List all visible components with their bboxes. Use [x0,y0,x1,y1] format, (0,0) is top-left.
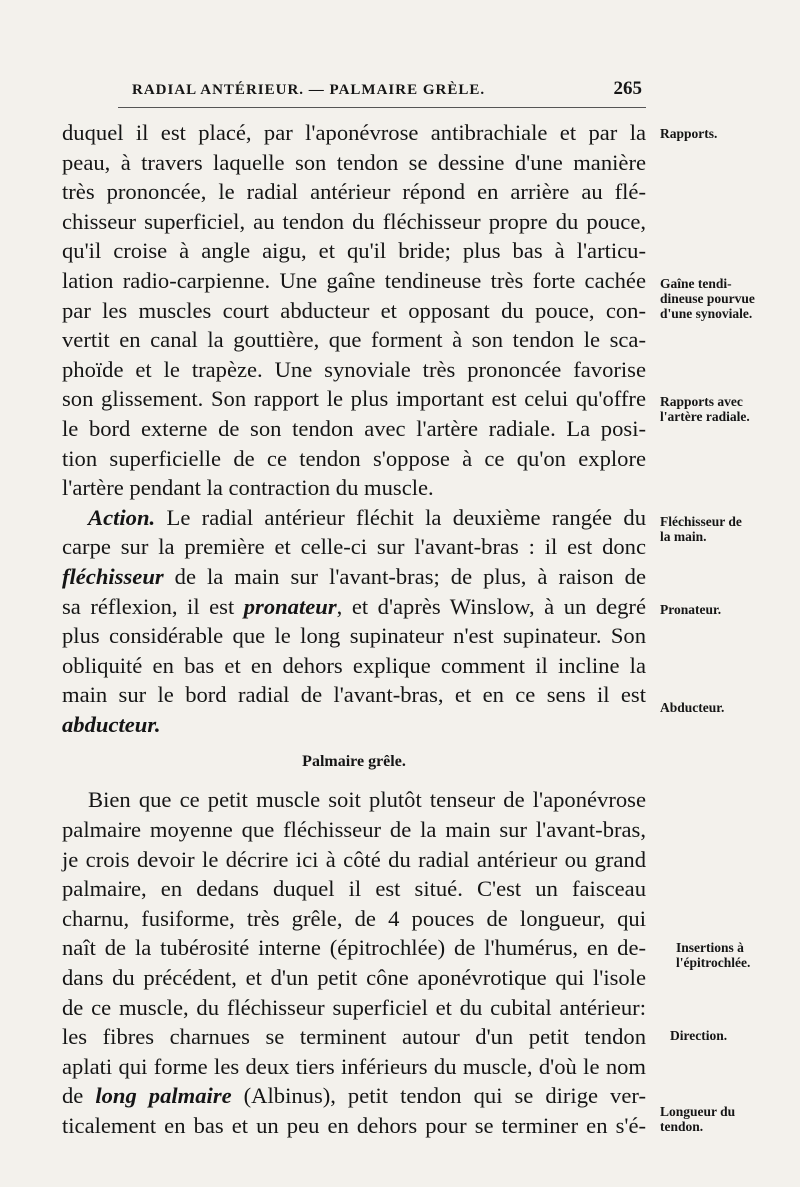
text-line: peau, à travers laquelle son tendon se dessine d'une manière [62,149,646,175]
text-line: les fibres charnues se terminent autour d'un petit tendon [62,1024,646,1050]
action-text: Le radial antérieur fléchit la deuxième rangée du [166,504,647,530]
margin-note-direction [670,1028,800,1043]
text-line: le bord externe de son tendon avec l'artère radiale. La posi- [62,415,646,441]
text-line: chisseur superficiel, au tendon du fléchisseur propre du pouce, [62,208,646,234]
margin-note-text: Insertions à [676,940,744,955]
margin-note-text: Direction. [670,1028,728,1043]
margin-note-insertions [676,940,800,970]
text-fragment: (Albinus), petit tendon qui se dirige ver- [231,1083,646,1109]
text-line: palmaire moyenne que fléchisseur de la main sur l'avant-bras, [62,817,646,843]
margin-note-text: Pronateur. [660,602,722,617]
running-title: RADIAL ANTÉRIEUR. — PALMAIRE GRÈLE. [132,82,486,98]
text-line: son glissement. Son rapport le plus important est celui qu'offre [62,386,646,412]
action-line [62,503,646,533]
text-line: dans du précédent, et d'un petit cône aponévrotique qui l'isole [62,965,646,991]
text-line: je crois devoir le décrire ici à côté du radial antérieur ou grand [62,846,646,872]
margin-note-text: Rapports. [660,126,718,141]
margin-note-gaine [660,276,790,321]
text-line: obliquité en bas et en dehors explique comment il incline la [62,652,646,678]
text-line: palmaire, en dedans duquel il est situé. C'est un faisceau [62,876,646,902]
text-line: l'artère pendant la contraction du muscle. [62,475,434,501]
margin-note-text: l'épitrochlée. [676,955,751,970]
margin-note-text: Fléchisseur de [660,514,742,529]
italic-term: fléchisseur [62,563,164,589]
text-line: par les muscles court abducteur et opposant du pouce, con- [62,297,646,323]
margin-note-longueur [660,1104,790,1134]
text-fragment: , et d'après Winslow, à un degré [336,593,646,619]
text-line: main sur le bord radial de l'avant-bras, et en ce sens il est [62,682,646,708]
text-line: tion superficielle de ce tendon s'oppose à ce qu'on explore [62,445,646,471]
margin-note-text: Longueur du [660,1104,736,1119]
text-line: Bien que ce petit muscle soit plutôt tenseur de l'aponévrose [88,787,646,813]
text-line: phoïde et le trapèze. Une synoviale très prononcée favorise [62,356,646,382]
text-line [62,710,646,740]
margin-note-text: tendon. [660,1119,704,1134]
text-fragment: de la main sur l'avant-bras; de plus, à raison de [163,563,646,589]
margin-note-text: Rapports avec [660,394,743,409]
text-line: duquel il est placé, par l'aponévrose antibrachiale et par la [62,120,646,145]
action-label: Action. [88,504,156,530]
margin-note-text: la main. [660,529,707,544]
text-fragment: de [62,1083,96,1109]
text-line: vertit en canal la gouttière, que forment à son tendon le sca- [62,327,646,353]
body-text [62,118,646,1141]
italic-term: long palmaire [95,1083,232,1109]
text-line [62,1081,646,1111]
text-line: aplati qui forme les deux tiers inférieurs du muscle, d'où le nom [62,1053,646,1079]
text-line: carpe sur la première et celle-ci sur l'avant-bras : il est donc [62,534,646,560]
text-fragment: sa réflexion, il est [62,593,244,619]
text-line: naît de la tubérosité interne (épitrochlée) de l'humérus, en de- [62,935,646,961]
margin-note-rapports [660,126,790,141]
margin-note-text: l'artère radiale. [660,409,750,424]
text-line [62,562,646,592]
margin-note-text: d'une synoviale. [660,306,753,321]
margin-note-flechisseur [660,514,790,544]
text-line: qu'il croise à angle aigu, et qu'il bride; plus bas à l'articu- [62,238,646,264]
italic-term: pronateur [243,593,337,619]
margin-note-text: Gaîne tendi- [660,276,732,291]
text-line: ticalement en bas et un peu en dehors pour se terminer en s'é- [62,1113,646,1138]
text-line: de ce muscle, du fléchisseur superficiel et du cubital antérieur: [62,994,646,1020]
margin-note-rapports-artere [660,394,790,424]
page-number: 265 [613,78,642,99]
text-line: plus considérable que le long supinateur n'est supinateur. Son [62,623,646,649]
text-line: charnu, fusiforme, très grêle, de 4 pouces de longueur, qui [62,905,646,931]
margin-note-text: Abducteur. [660,700,725,715]
margin-note-pronateur [660,602,790,617]
margin-note-abducteur [660,700,790,715]
italic-term: abducteur. [62,711,161,737]
header-rule [118,107,646,108]
text-line: lation radio-carpienne. Une gaîne tendineuse très forte cachée [62,267,646,293]
margin-note-text: dineuse pourvue [660,291,755,306]
text-line: très prononcée, le radial antérieur répond en arrière au flé- [62,179,646,205]
text-line [62,592,646,622]
section-heading: Palmaire grêle. [302,753,406,771]
